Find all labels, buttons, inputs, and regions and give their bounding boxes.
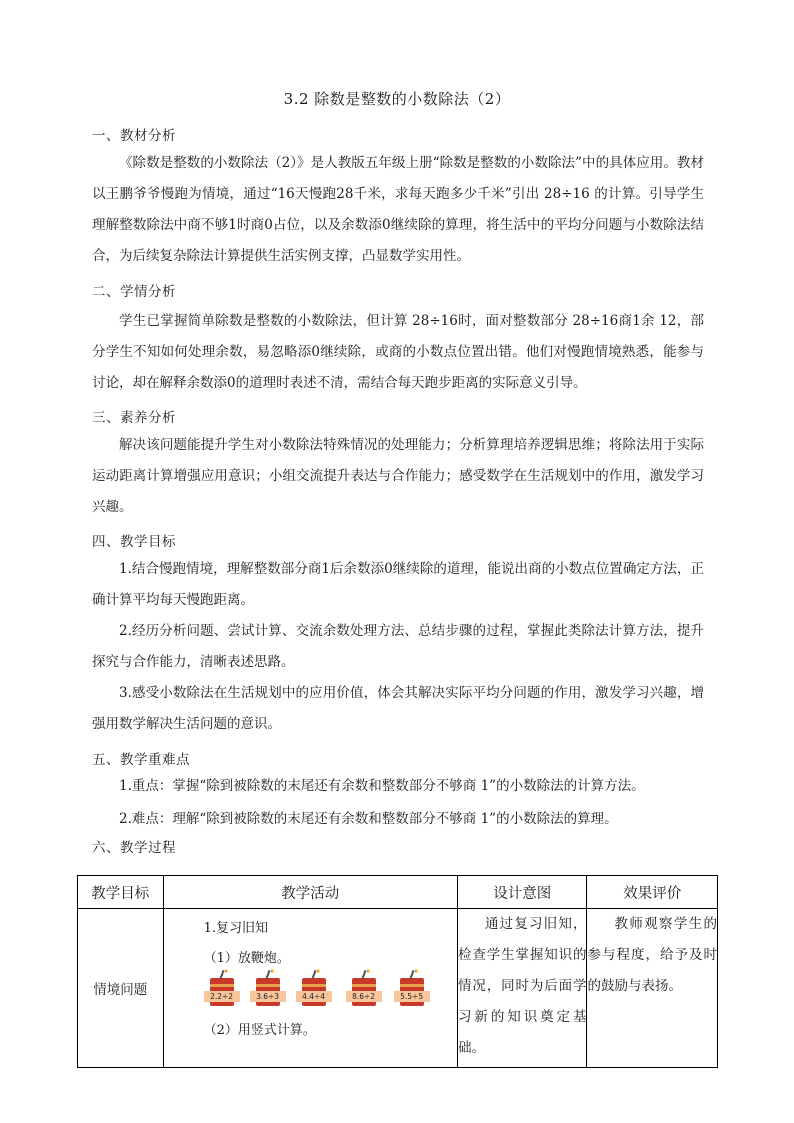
cell-evaluation: 教师观察学生的参与程度，给予及时的鼓励与表扬。 [587,909,718,1068]
firecracker-icon: ✦ 3.6÷3 [250,970,286,1010]
paragraph-literacy-analysis: 解决该问题能提升学生对小数除法特殊情况的处理能力；分析算理培养逻辑思维；将除法用于实际运动距离计算增强应用意识；小组交流提升表达与合作能力；感受数学在生活规划中的作用，激发学习兴趣。 [92,437,704,515]
paragraph-student-analysis: 学生已掌握简单除数是整数的小数除法，但计算 28÷16时，面对整数部分 28÷16商1余 12，部分学生不知如何处理余数，易忽略添0继续除，或商的小数点位置出错。他们对慢跑情境熟悉，能参与讨论，却在解释余数添0的道理时表述不清，需结合每天跑步距离的实际意义引导。 [92,313,704,391]
page-title: 3.2 除数是整数的小数除法（2） [283,90,511,108]
cell-goal: 情境问题 [78,909,164,1068]
activity-sub-firecracker: （1）放鞭炮。 [203,951,290,966]
table-row [78,909,718,1068]
goal-item-3: 3.感受小数除法在生活规划中的应用价值，体会其解决实际平均分问题的作用，激发学习兴趣，增强用数学解决生活问题的意识。 [92,685,704,732]
firecracker-label: 2.2÷2 [204,991,240,1002]
firecracker-label: 4.4÷4 [296,991,332,1002]
firecracker-icon: ✦ 4.4÷4 [296,970,332,1010]
firecracker-icon: ✦ 5.5÷5 [394,970,430,1010]
paragraph-material-analysis: 《除数是整数的小数除法（2）》是人教版五年级上册“除数是整数的小数除法”中的具体应用。教材以王鹏爷爷慢跑为情境，通过“16天慢跑28千米，求每天跑多少千米”引出 28÷16 的计算。引导学生理解整数除法中商不够1时商0占位，以及余数添0继续除的算理，将生活中的平均分问题与小数除法结合，为后续复杂除法计算提供生活实例支撑，凸显数学实用性。 [92,155,704,264]
heading-student-analysis: 二、学情分析 [92,284,176,300]
heading-teaching-goals: 四、教学目标 [92,534,176,550]
heading-material-analysis: 一、教材分析 [92,128,176,144]
firecracker-icon: ✦ 8.6÷2 [346,970,382,1010]
firecracker-label: 3.6÷3 [250,991,286,1002]
goal-item-1: 1.结合慢跑情境，理解整数部分商1后余数添0继续除的道理，能说出商的小数点位置确定方法，正确计算平均每天慢跑距离。 [92,561,704,608]
cell-activity [163,909,457,1068]
key-point-item: 1.重点：掌握“除到被除数的末尾还有余数和整数部分不够商 1”的小数除法的计算方法。 [119,778,645,794]
firecracker-row [204,967,454,1010]
header-intent: 设计意图 [458,876,587,909]
activity-step: 1.复习旧知 [203,921,268,936]
table-header-row [78,876,718,909]
cell-intent: 通过复习旧知，检查学生掌握知识的情况，同时为后面学习新的知识奠定基础。 [458,909,587,1068]
firecracker-label: 5.5÷5 [394,991,430,1002]
header-activity: 教学活动 [163,876,457,909]
goal-item-2: 2.经历分析问题、尝试计算、交流余数处理方法、总结步骤的过程，掌握此类除法计算方法，提升探究与合作能力，清晰表述思路。 [92,623,704,670]
teaching-process-table [77,875,718,1068]
firecracker-label: 8.6÷2 [346,991,382,1002]
header-evaluation: 效果评价 [587,876,718,909]
heading-literacy-analysis: 三、素养分析 [92,410,176,426]
heading-teaching-process: 六、教学过程 [92,840,176,856]
heading-key-points: 五、教学重难点 [92,752,190,768]
difficulty-item: 2.难点：理解“除到被除数的末尾还有余数和整数部分不够商 1”的小数除法的算理。 [119,811,618,827]
firecracker-icon: ✦ 2.2÷2 [204,970,240,1010]
activity-sub-vertical-calc: （2）用竖式计算。 [203,1023,316,1038]
header-goal: 教学目标 [78,876,164,909]
